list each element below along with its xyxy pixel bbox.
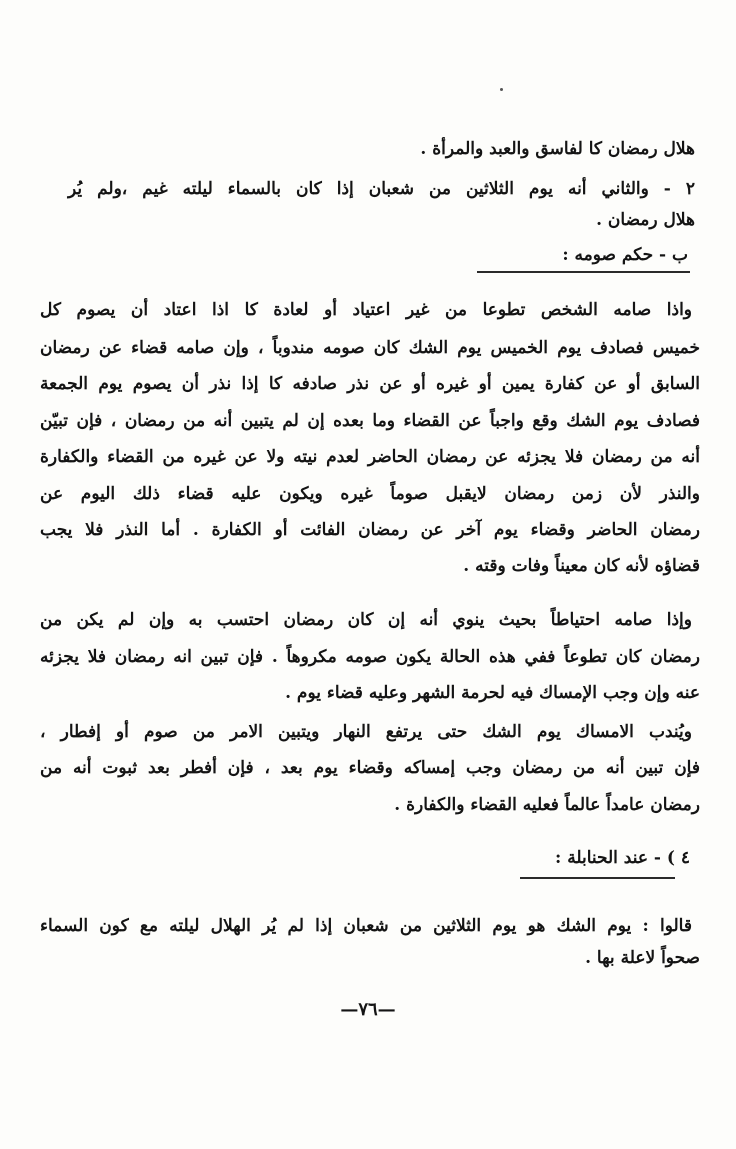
text-line: رمضان كان تطوعاً ففي هذه الحالة يكون صومه مكروهاً . فإن تبين انه رمضان فلا يجزئه	[40, 647, 700, 667]
text-line: رمضان الحاضر وقضاء يوم آخر عن رمضان الفائت أو الكفارة . أما النذر فلا يجب	[40, 520, 700, 540]
text-line: والنذر لأن زمن رمضان لايقبل صوماً غيره ويكون عليه قضاء ذلك اليوم عن	[40, 484, 700, 504]
text-line: صحواً لاعلة بها .	[585, 948, 700, 968]
text-line: هلال رمضان .	[596, 210, 695, 230]
heading-underline	[477, 271, 690, 273]
scan-speck	[500, 88, 503, 91]
heading-underline	[520, 877, 675, 879]
text-line: قضاؤه لأنه كان معيناً وفات وقته .	[463, 556, 700, 576]
text-line: قالوا : يوم الشك هو يوم الثلاثين من شعبان إذا لم يُر الهلال ليلته مع كون السماء	[40, 916, 692, 936]
text-line: عنه وإن وجب الإمساك فيه لحرمة الشهر وعليه قضاء يوم .	[285, 683, 700, 703]
text-line: هلال رمضان كا لفاسق والعبد والمرأة .	[420, 139, 695, 159]
text-line: أنه من رمضان فلا يجزئه عن رمضان الحاضر لعدم نيته ولا عن غيره من القضاء والكفارة	[40, 447, 700, 467]
section-heading-4: ٤ ) - عند الحنابلة :	[555, 848, 690, 868]
text-line: ويُندب الامساك يوم الشك حتى يرتفع النهار ويتبين الامر من صوم أو إفطار ،	[40, 722, 692, 742]
text-line: رمضان عامداً عالماً فعليه القضاء والكفارة .	[394, 795, 700, 815]
text-line: فإن تبين أنه من رمضان وجب إمساكه وقضاء يوم بعد ، فإن أفطر بعد ثبوت أنه من	[40, 758, 700, 778]
page-number: —٧٦—	[340, 999, 396, 1020]
text-line: وإذا صامه احتياطاً بحيث ينوي أنه إن كان رمضان احتسب به وإن لم يكن من	[40, 610, 692, 630]
section-heading-b: ب - حكم صومه :	[562, 245, 688, 265]
text-line: واذا صامه الشخص تطوعا من غير اعتياد أو لعادة كا اذا اعتاد أن يصوم كل	[40, 300, 692, 320]
text-line: خميس فصادف يوم الخميس يوم الشك كان صومه مندوباً ، وإن صامه قضاء عن رمضان	[40, 338, 700, 358]
text-line: فصادف يوم الشك وقع واجباً عن القضاء وما بعده إن لم يتبين أنه من رمضان ، فإن تبيّن	[40, 411, 700, 431]
text-line: ٢ - والثاني أنه يوم الثلاثين من شعبان إذا كان بالسماء ليلته غيم ،ولم يُر	[68, 179, 695, 199]
text-line: السابق أو عن كفارة يمين أو غيره أو عن نذر صادفه كا إذا نذر أن يصوم يوم الجمعة	[40, 374, 700, 394]
